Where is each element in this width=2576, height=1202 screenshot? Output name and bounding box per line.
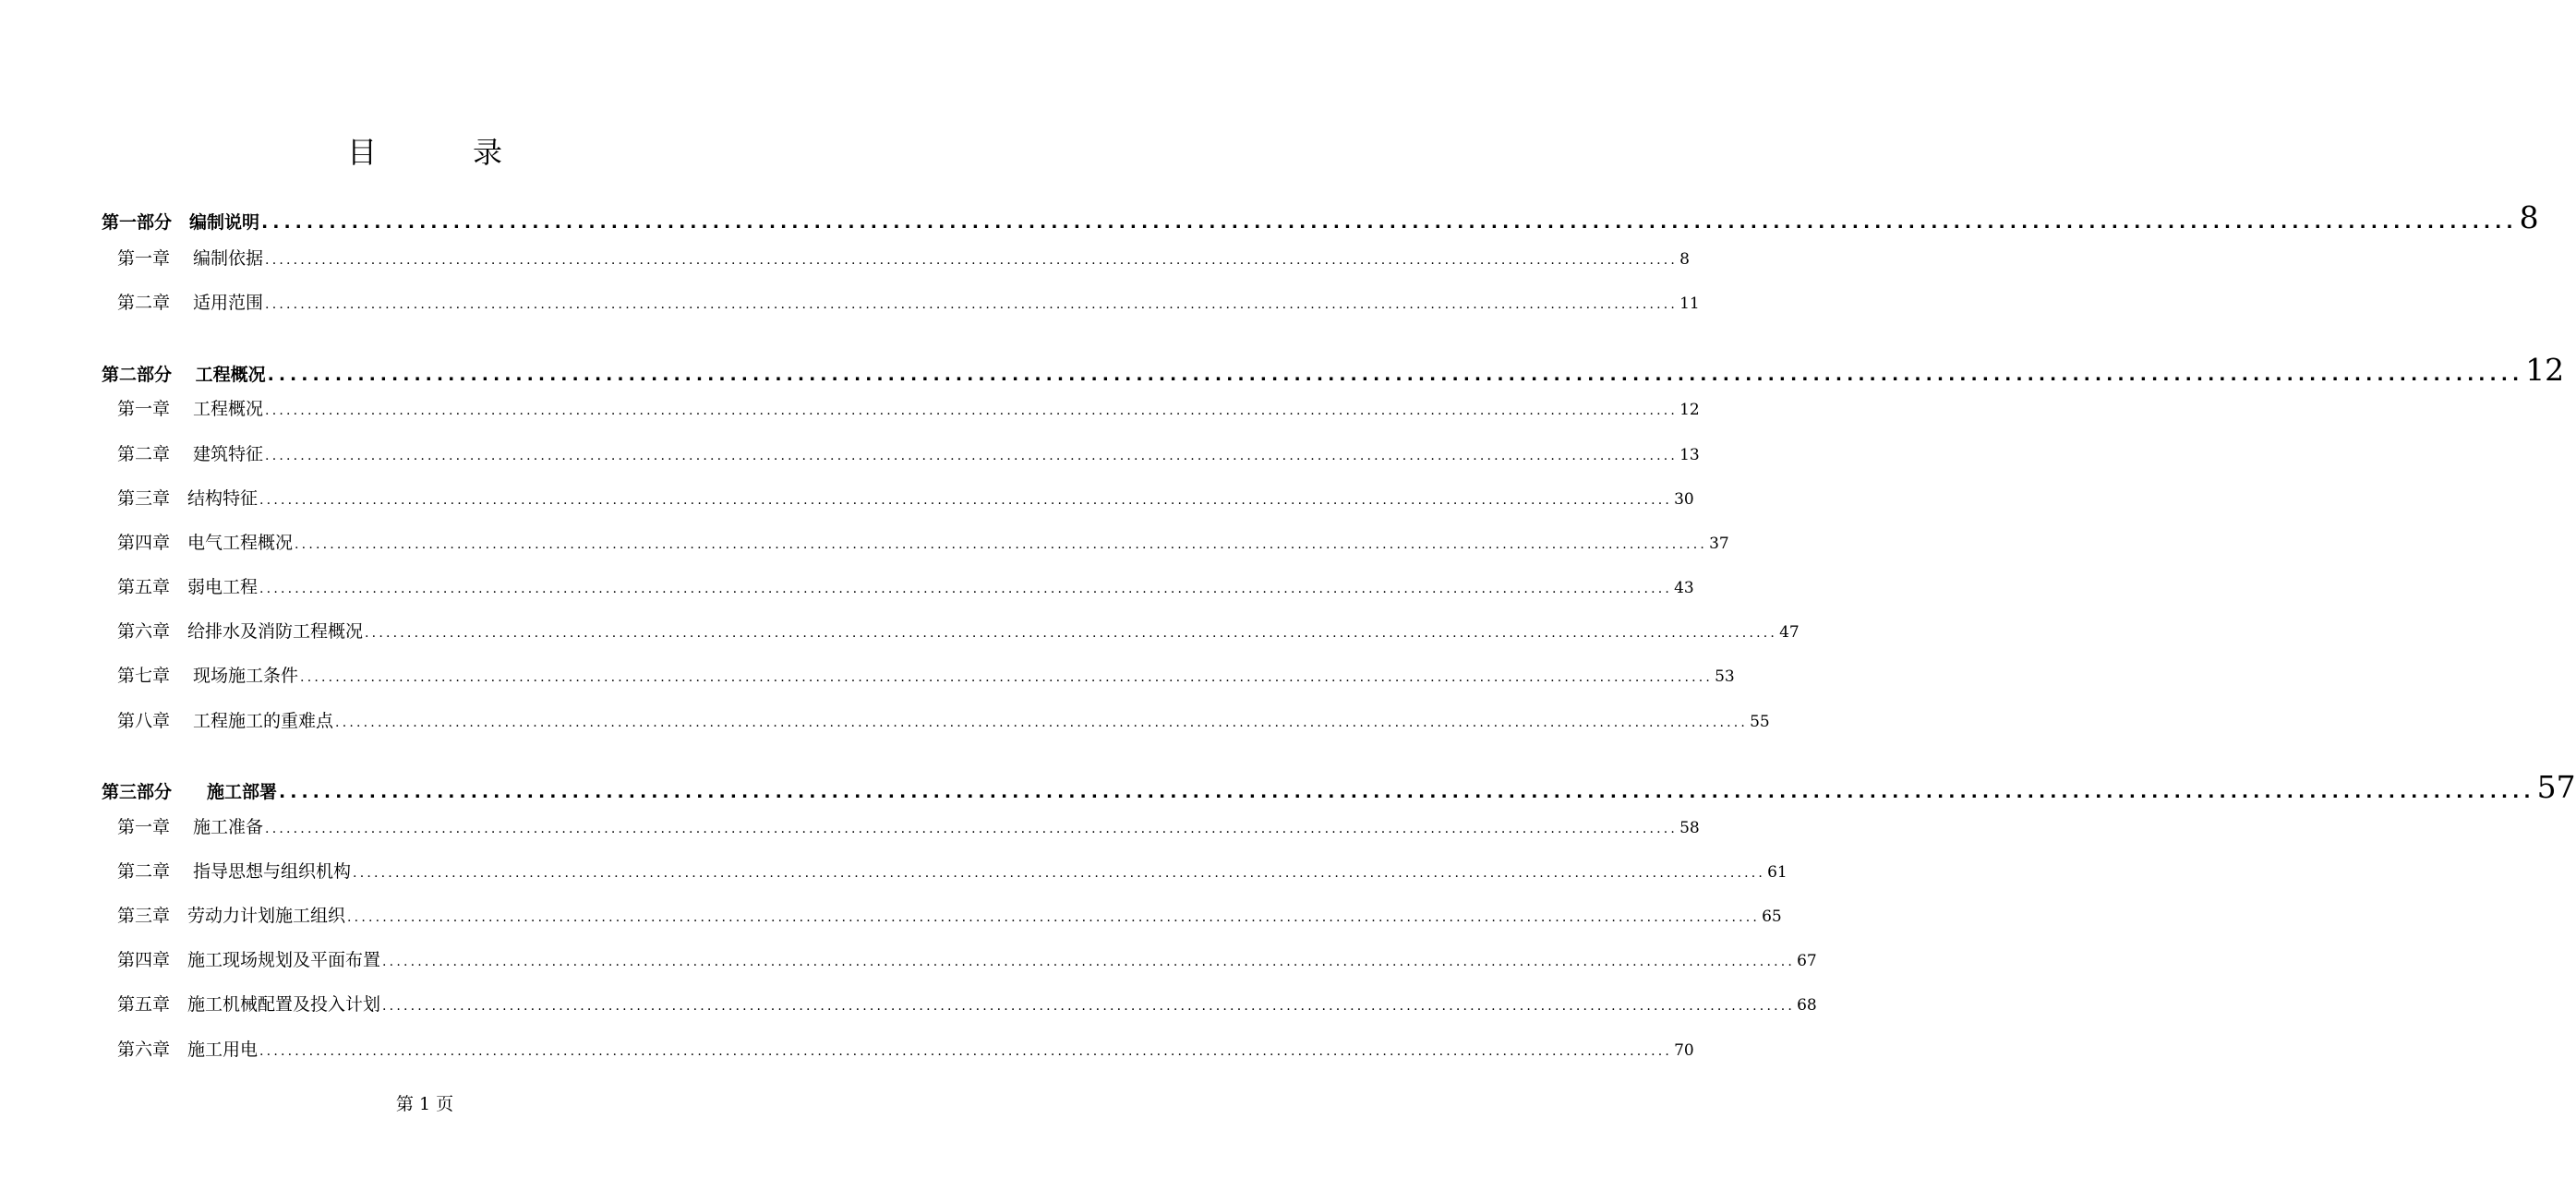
toc-chapter-entry	[117, 946, 1817, 974]
toc-dot-leader: ........................................................................................................................................................................................................	[265, 297, 1679, 312]
toc-page-number: 67	[1797, 952, 1817, 970]
toc-dot-leader: ........................................................................................................................................................................................................	[382, 955, 1796, 969]
toc-entry-title: 第三章 结构特征	[117, 488, 259, 509]
toc-entry-title: 第四章 施工现场规划及平面布置	[117, 950, 381, 970]
page-title: 目 录	[346, 135, 536, 170]
toc-page-number: 47	[1779, 623, 1800, 642]
toc-entry-title: 第六章 给排水及消防工程概况	[117, 621, 364, 642]
toc-page-number: 58	[1679, 819, 1700, 837]
toc-entry-title: 第五章 施工机械配置及投入计划	[117, 994, 381, 1015]
toc-entry-title: 第七章 现场施工条件	[117, 666, 299, 686]
toc-entry-title: 第二章 指导思想与组织机构	[117, 861, 352, 882]
toc-chapter-entry	[117, 902, 1782, 930]
toc-chapter-entry	[117, 529, 1729, 557]
toc-dot-leader: ........................................................................................................................................................................................................	[265, 449, 1679, 463]
toc-dot-leader: ........................................................................................................................................................................................................	[347, 910, 1761, 925]
toc-entry-title: 第五章 弱电工程	[117, 577, 259, 597]
toc-page-number: 12	[2525, 352, 2565, 388]
toc-page-number: 55	[1750, 713, 1770, 731]
toc-page-number: 11	[1679, 294, 1700, 313]
toc-entry-title: 第八章 工程施工的重难点	[117, 711, 334, 731]
toc-entry-title: 第四章 电气工程概况	[117, 533, 294, 553]
toc-page-number: 12	[1679, 401, 1700, 419]
toc-entry-title: 第一章 编制依据	[117, 248, 264, 269]
toc-dot-leader: ........................................................................................................................................................................................................	[382, 999, 1796, 1014]
toc-dot-leader: ........................................................................................................................................................................................................	[265, 822, 1679, 836]
toc-part-entry	[102, 769, 2576, 806]
toc-chapter-entry	[117, 662, 1735, 690]
toc-entry-title: 第一部分 编制说明	[102, 212, 260, 233]
toc-page-number: 61	[1767, 863, 1788, 882]
toc-entry-title: 第六章 施工用电	[117, 1040, 259, 1060]
toc-dot-leader: ........................................................................................................................................................................................................	[259, 582, 1673, 596]
toc-page-number: 53	[1715, 667, 1735, 686]
toc-entry-title: 第二章 适用范围	[117, 293, 264, 313]
toc-part-entry	[102, 199, 2539, 236]
toc-chapter-entry	[117, 573, 1694, 601]
toc-chapter-entry	[117, 245, 1690, 272]
toc-page-number: 65	[1762, 908, 1782, 926]
toc-dot-leader: ........................................................................................................................................................................................................	[335, 715, 1749, 730]
toc-dot-leader: ........................................................................................................................................................................................................	[259, 1044, 1673, 1059]
toc-dot-leader: ........................................................................................................................................................................................................	[365, 626, 1778, 641]
toc-chapter-entry	[117, 707, 1770, 735]
toc-chapter-entry	[117, 485, 1694, 512]
toc-dot-leader: ........................................................................................................................................................................................................	[265, 403, 1679, 418]
toc-page-number: 68	[1797, 996, 1817, 1015]
toc-chapter-entry	[117, 440, 1700, 468]
toc-page-number: 37	[1709, 535, 1729, 553]
toc-entry-title: 第二部分 工程概况	[102, 365, 266, 385]
toc-chapter-entry	[117, 858, 1788, 885]
toc-dot-leader: ........................................................................................................................................................................................................	[300, 670, 1714, 685]
toc-entry-title: 第三部分 施工部署	[102, 782, 278, 802]
toc-page-number: 57	[2536, 769, 2576, 805]
toc-chapter-entry	[117, 813, 1700, 841]
toc-page-number: 13	[1679, 446, 1700, 464]
toc-dot-leader: ........................................................................................................................................................................................................	[279, 782, 2535, 802]
toc-dot-leader: ........................................................................................................................................................................................................	[267, 365, 2524, 385]
toc-dot-leader: ........................................................................................................................................................................................................	[265, 253, 1679, 268]
toc-chapter-entry	[117, 395, 1700, 423]
toc-page-number: 30	[1674, 490, 1694, 509]
toc-dot-leader: ........................................................................................................................................................................................................	[295, 537, 1708, 552]
toc-page-number: 70	[1674, 1041, 1694, 1060]
toc-dot-leader: ........................................................................................................................................................................................................	[259, 493, 1673, 508]
toc-entry-title: 第三章 劳动力计划施工组织	[117, 906, 346, 926]
toc-entry-title: 第二章 建筑特征	[117, 444, 264, 464]
toc-dot-leader: ........................................................................................................................................................................................................	[353, 866, 1766, 881]
toc-entry-title: 第一章 施工准备	[117, 817, 264, 837]
toc-entry-title: 第一章 工程概况	[117, 399, 264, 419]
page-footer: 第 1 页	[395, 1094, 454, 1114]
toc-chapter-entry	[117, 991, 1817, 1018]
toc-page-number: 8	[2519, 199, 2539, 235]
toc-chapter-entry	[117, 618, 1800, 645]
toc-page-number: 8	[1679, 250, 1690, 269]
toc-chapter-entry	[117, 1036, 1694, 1064]
toc-part-entry	[102, 352, 2565, 389]
toc-page-number: 43	[1674, 579, 1694, 597]
toc-chapter-entry	[117, 289, 1700, 317]
toc-dot-leader: ........................................................................................................................................................................................................	[261, 212, 2518, 233]
